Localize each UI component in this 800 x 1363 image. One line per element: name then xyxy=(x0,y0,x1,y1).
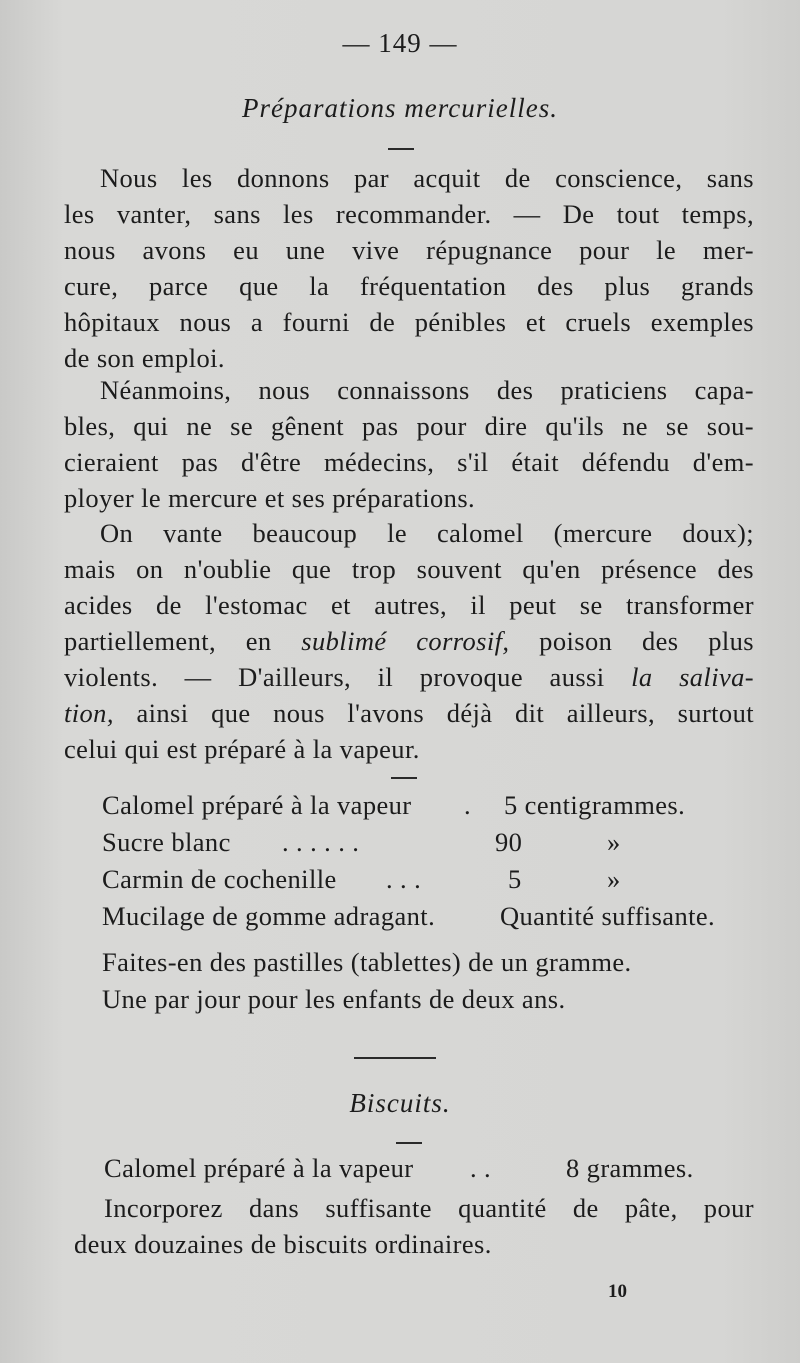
ingredient-qty: 90 xyxy=(495,827,523,857)
text-fragment: ainsi que nous l'avons déjà dit ailleurs, surtout xyxy=(136,698,754,728)
text-line-mixed xyxy=(64,695,754,731)
text-line: celui qui est préparé à la vapeur. xyxy=(64,734,420,764)
recipe-pastilles xyxy=(102,790,762,938)
text-line: cieraient pas d'être médecins, s'il était défendu d'em- xyxy=(64,447,754,477)
ingredient-qty: 5 xyxy=(508,864,522,894)
italic-term: tion, xyxy=(64,698,114,728)
leader-dots: . . . xyxy=(386,864,422,894)
section-title-biscuits: Biscuits. xyxy=(349,1088,451,1118)
ingredient-qty: Quantité suffisante. xyxy=(500,901,716,931)
text-fragment: partiellement, en xyxy=(64,626,272,656)
italic-term: sublimé corrosif, xyxy=(301,626,510,656)
text-fragment: violents. — D'ailleurs, il provoque aussi xyxy=(64,662,605,692)
ingredient-qty: 5 centigrammes. xyxy=(504,790,686,820)
ingredient-name: Mucilage de gomme adragant. xyxy=(102,901,436,931)
text-line: de son emploi. xyxy=(64,343,225,373)
text-line: hôpitaux nous a fourni de pénibles et cruels exemples xyxy=(64,307,754,337)
recipe-row xyxy=(102,864,762,901)
paragraph-biscuits xyxy=(74,1190,754,1262)
text-line-mixed xyxy=(64,623,754,659)
section-divider xyxy=(354,1057,436,1059)
italic-term: la saliva- xyxy=(631,662,754,692)
text-line: Incorporez dans suffisante quantité de pâte, pour xyxy=(104,1193,754,1223)
paragraph-2 xyxy=(64,372,754,516)
text-line-mixed xyxy=(64,659,754,695)
text-line: les vanter, sans les recommander. — De tout temps, xyxy=(64,199,754,229)
instruction-line: Faites-en des pastilles (tablettes) de un gramme. xyxy=(102,947,632,977)
page-number: — 149 — xyxy=(342,28,458,58)
recipe-biscuits xyxy=(104,1153,764,1190)
text-line: ployer le mercure et ses préparations. xyxy=(64,483,476,513)
ingredient-name: Sucre blanc xyxy=(102,827,231,857)
leader-dots: . xyxy=(464,790,472,820)
leader-dots: . . . . . . xyxy=(282,827,360,857)
paragraph-3 xyxy=(64,515,754,767)
recipe-row xyxy=(104,1153,764,1190)
text-line: Néanmoins, nous connaissons des praticiens capa- xyxy=(100,375,754,405)
ingredient-name: Calomel préparé à la vapeur xyxy=(102,790,412,820)
text-line: deux douzaines de biscuits ordinaires. xyxy=(74,1229,492,1259)
paragraph-1 xyxy=(64,160,754,376)
short-rule xyxy=(391,777,417,779)
text-line: Nous les donnons par acquit de conscience, sans xyxy=(100,163,754,193)
text-line: acides de l'estomac et autres, il peut se transformer xyxy=(64,590,754,620)
recipe-row xyxy=(102,790,762,827)
recipe-row xyxy=(102,901,762,938)
ingredient-name: Calomel préparé à la vapeur xyxy=(104,1153,414,1183)
leader-dots: . . xyxy=(470,1153,492,1183)
text-line: On vante beaucoup le calomel (mercure doux); xyxy=(100,518,754,548)
instruction-line: Une par jour pour les enfants de deux ans. xyxy=(102,984,566,1014)
text-line: bles, qui ne se gênent pas pour dire qu'ils ne se sou- xyxy=(64,411,754,441)
short-rule xyxy=(396,1142,422,1144)
recipe-row xyxy=(102,827,762,864)
ditto-mark: » xyxy=(607,827,621,857)
short-rule xyxy=(388,148,414,150)
text-line: cure, parce que la fréquentation des plus grands xyxy=(64,271,754,301)
text-line: mais on n'oublie que trop souvent qu'en présence des xyxy=(64,554,754,584)
text-fragment: poison des plus xyxy=(539,626,754,656)
signature-mark: 10 xyxy=(608,1281,627,1302)
text-line: nous avons eu une vive répugnance pour le mer- xyxy=(64,235,754,265)
ingredient-name: Carmin de cochenille xyxy=(102,864,337,894)
ingredient-qty: 8 grammes. xyxy=(566,1153,694,1183)
ditto-mark: » xyxy=(607,864,621,894)
section-title-mercurial: Préparations mercurielles. xyxy=(242,93,558,123)
